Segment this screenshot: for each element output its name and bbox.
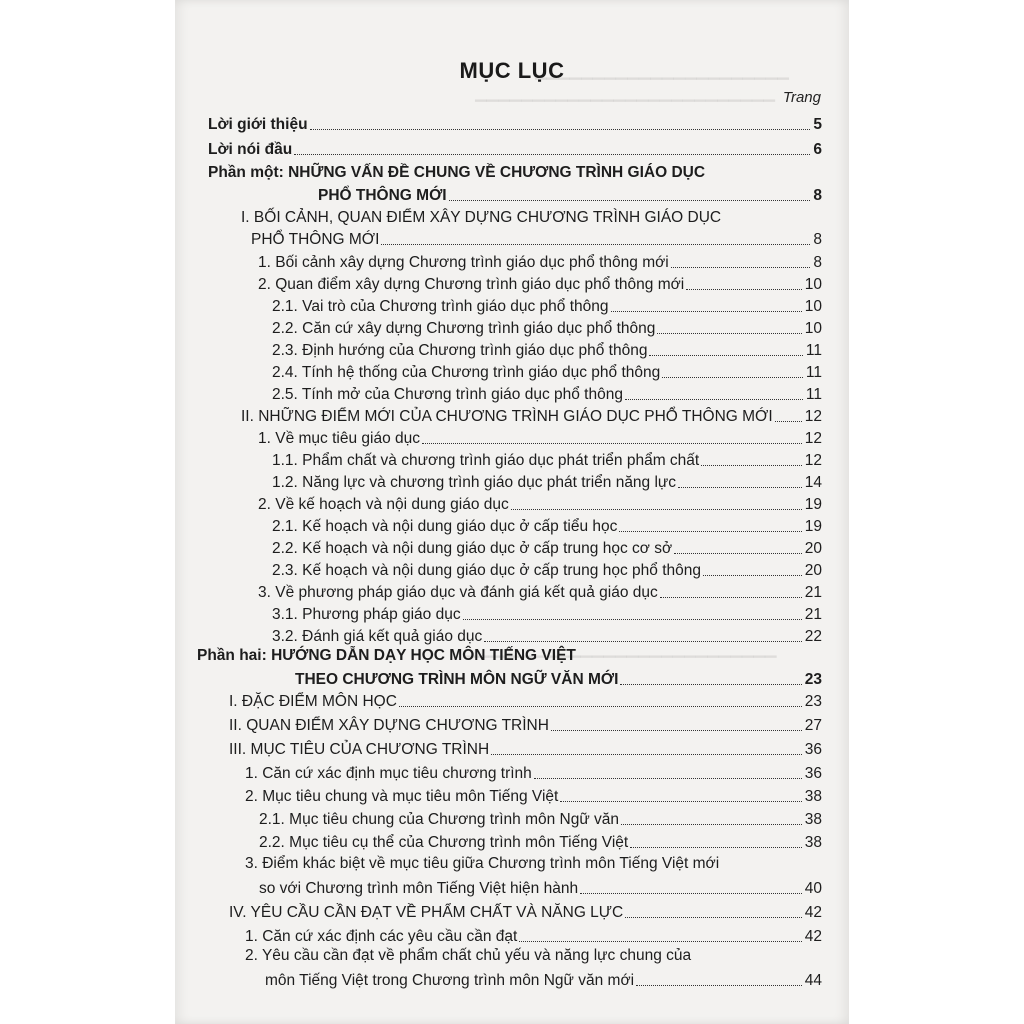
toc-entry-label: THEO CHƯƠNG TRÌNH MÔN NGỮ VĂN MỚI — [295, 671, 619, 688]
toc-entry-page: 40 — [804, 880, 822, 897]
part-one-heading[interactable]: Phần một: NHỮNG VẤN ĐỀ CHUNG VỀ CHƯƠNG TRÌNH GIÁO DỤC — [208, 164, 706, 181]
toc-entry-label: 2.1. Mục tiêu chung của Chương trình môn Ngữ văn — [259, 811, 620, 828]
leader-dots — [686, 289, 802, 290]
leader-dots — [611, 311, 802, 312]
toc-entry-page: 20 — [804, 540, 822, 557]
toc-entry-label: 1. Căn cứ xác định mục tiêu chương trình — [245, 765, 532, 782]
leader-dots — [660, 597, 802, 598]
toc-entry-section-one[interactable] — [251, 229, 822, 249]
toc-entry[interactable] — [272, 472, 822, 492]
toc-entry-preface[interactable] — [208, 139, 822, 159]
toc-entry-page: 12 — [804, 408, 822, 425]
toc-entry[interactable] — [259, 832, 822, 852]
toc-entry[interactable] — [272, 560, 822, 580]
toc-entry-page: 38 — [804, 811, 822, 828]
toc-entry-page: 22 — [804, 628, 822, 645]
page-title: MỤC LỤC — [459, 58, 565, 83]
toc-entry[interactable] — [272, 384, 822, 404]
toc-entry-label: 2.5. Tính mở của Chương trình giáo dục phổ thông — [272, 386, 623, 403]
toc-entry-label: III. MỤC TIÊU CỦA CHƯƠNG TRÌNH — [229, 741, 490, 758]
toc-entry[interactable] — [272, 516, 822, 536]
leader-dots — [701, 465, 802, 466]
toc-entry-label: I. ĐẶC ĐIỂM MÔN HỌC — [229, 693, 397, 710]
toc-entry-page: 11 — [805, 364, 822, 381]
leader-dots — [449, 200, 811, 201]
toc-entry-label: 2. Quan điểm xây dựng Chương trình giáo dục phổ thông mới — [258, 276, 685, 293]
toc-entry-label: 3.1. Phương pháp giáo dục — [272, 606, 461, 623]
book-page — [175, 0, 849, 1024]
leader-dots — [511, 509, 802, 510]
toc-entry-page: 10 — [804, 298, 822, 315]
toc-entry-page: 21 — [804, 584, 822, 601]
leader-dots — [560, 801, 801, 802]
toc-entry[interactable] — [245, 786, 822, 806]
toc-entry-label: II. NHỮNG ĐIỂM MỚI CỦA CHƯƠNG TRÌNH GIÁO DỤC PHỔ THÔNG MỚI — [241, 408, 773, 425]
leader-dots — [484, 641, 801, 642]
toc-entry[interactable] — [258, 428, 822, 448]
toc-entry-page: 12 — [804, 430, 822, 447]
toc-entry-label: 1.1. Phẩm chất và chương trình giáo dục phát triển phẩm chất — [272, 452, 700, 469]
leader-dots — [636, 985, 802, 986]
toc-entry-label: IV. YÊU CẦU CẦN ĐẠT VỀ PHẨM CHẤT VÀ NĂNG LỰC — [229, 904, 624, 921]
toc-entry-label: 3.2. Đánh giá kết quả giáo dục — [272, 628, 483, 645]
leader-dots — [294, 154, 810, 155]
leader-dots — [580, 893, 802, 894]
toc-entry[interactable] — [229, 739, 822, 759]
toc-entry-section-two[interactable] — [241, 406, 822, 426]
leader-dots — [703, 575, 802, 576]
leader-dots — [657, 333, 801, 334]
toc-entry-label: 2.1. Vai trò của Chương trình giáo dục phổ thông — [272, 298, 609, 315]
leader-dots — [534, 778, 802, 779]
leader-dots — [399, 706, 802, 707]
toc-entry-page: 8 — [813, 231, 822, 248]
toc-entry-page: 10 — [804, 320, 822, 337]
toc-entry-label: 1. Bối cảnh xây dựng Chương trình giáo dục phổ thông mới — [258, 254, 669, 271]
toc-entry-label: 1. Căn cứ xác định các yêu cầu cần đạt — [245, 928, 518, 945]
leader-dots — [463, 619, 802, 620]
toc-entry-label: 2.3. Định hướng của Chương trình giáo dục phổ thông — [272, 342, 648, 359]
toc-entry-page: 36 — [804, 765, 822, 782]
toc-entry-label: 2. Về kế hoạch và nội dung giáo dục — [258, 496, 509, 513]
toc-entry-intro[interactable] — [208, 114, 822, 134]
leader-dots — [519, 941, 801, 942]
toc-entry[interactable] — [258, 582, 822, 602]
leader-dots — [422, 443, 802, 444]
toc-entry-label: 3. Về phương pháp giáo dục và đánh giá kết quả giáo dục — [258, 584, 658, 601]
toc-entry-page: 10 — [804, 276, 822, 293]
toc-entry-page: 36 — [804, 741, 822, 758]
toc-entry-label: 2.2. Mục tiêu cụ thể của Chương trình môn Tiếng Việt — [259, 834, 629, 851]
toc-entry[interactable] — [259, 809, 822, 829]
toc-entry[interactable] — [245, 763, 822, 783]
toc-entry[interactable] — [258, 252, 822, 272]
leader-dots — [775, 421, 802, 422]
toc-entry-label: 2.4. Tính hệ thống của Chương trình giáo dục phổ thông — [272, 364, 661, 381]
leader-dots — [649, 355, 802, 356]
leader-dots — [620, 684, 801, 685]
section-one-heading[interactable]: I. BỐI CẢNH, QUAN ĐIỂM XÂY DỰNG CHƯƠNG TRÌNH GIÁO DỤC — [241, 209, 722, 226]
toc-entry-page: 8 — [813, 254, 822, 271]
toc-entry[interactable] — [258, 494, 822, 514]
leader-dots — [625, 399, 803, 400]
toc-entry[interactable] — [258, 274, 822, 294]
toc-entry-page: 23 — [804, 671, 822, 688]
toc-entry[interactable] — [265, 970, 822, 990]
toc-entry-label: PHỔ THÔNG MỚI — [318, 187, 447, 204]
toc-entry-label: 2.1. Kế hoạch và nội dung giáo dục ở cấp tiểu học — [272, 518, 618, 535]
toc-entry[interactable] — [229, 902, 822, 922]
toc-entry-page: 20 — [804, 562, 822, 579]
part-two-heading[interactable]: Phần hai: HƯỚNG DẪN DẠY HỌC MÔN TIẾNG VIỆT — [197, 647, 576, 664]
leader-dots — [625, 917, 802, 918]
toc-entry[interactable] — [245, 926, 822, 946]
bleed-through-decoration: ▁▁▁▁▁▁▁▁▁▁▁▁▁▁▁▁▁▁▁▁▁▁▁▁▁▁ — [475, 85, 775, 102]
toc-entry[interactable] — [272, 450, 822, 470]
leader-dots — [662, 377, 803, 378]
toc-entry-multiline-first[interactable]: 3. Điểm khác biệt về mục tiêu giữa Chương trình môn Tiếng Việt mới — [245, 855, 720, 872]
toc-entry-page: 11 — [805, 386, 822, 403]
toc-entry-page: 5 — [813, 116, 822, 133]
bleed-through-decoration: ▁▁▁▁▁▁▁▁▁▁▁▁▁▁▁▁▁▁▁▁▁▁▁▁▁▁▁ — [465, 641, 777, 658]
leader-dots — [381, 244, 810, 245]
toc-entry-multiline-first[interactable]: 2. Yêu cầu cần đạt về phẩm chất chủ yếu và năng lực chung của — [245, 947, 692, 964]
toc-entry-page: 6 — [813, 141, 822, 158]
toc-entry[interactable] — [272, 604, 822, 624]
leader-dots — [630, 847, 802, 848]
toc-entry-label: 2.3. Kế hoạch và nội dung giáo dục ở cấp trung học phổ thông — [272, 562, 701, 579]
leader-dots — [551, 730, 802, 731]
toc-entry-page: 12 — [804, 452, 822, 469]
toc-entry-part-two[interactable] — [295, 669, 822, 689]
toc-entry-page: 27 — [804, 717, 822, 734]
toc-entry-page: 38 — [804, 834, 822, 851]
toc-entry-label: 1. Về mục tiêu giáo dục — [258, 430, 420, 447]
bleed-through-decoration: ▁▁▁▁▁▁▁▁▁▁▁▁▁▁▁▁▁▁▁▁▁▁ — [535, 63, 789, 80]
toc-entry-label: PHỔ THÔNG MỚI — [251, 231, 380, 248]
toc-entry-label: so với Chương trình môn Tiếng Việt hiện hành — [259, 880, 579, 897]
toc-entry-page: 14 — [804, 474, 822, 491]
toc-entry[interactable] — [272, 362, 822, 382]
leader-dots — [621, 824, 802, 825]
toc-entry-page: 42 — [804, 904, 822, 921]
leader-dots — [619, 531, 801, 532]
leader-dots — [491, 754, 802, 755]
toc-entry[interactable] — [272, 626, 822, 646]
toc-entry-label: 2.2. Kế hoạch và nội dung giáo dục ở cấp trung học cơ sở — [272, 540, 673, 557]
toc-entry-label: Lời nói đầu — [208, 141, 293, 158]
toc-entry-page: 42 — [804, 928, 822, 945]
toc-entry-page: 21 — [804, 606, 822, 623]
toc-entry-label: môn Tiếng Việt trong Chương trình môn Ngữ văn mới — [265, 972, 635, 989]
toc-entry-label: 1.2. Năng lực và chương trình giáo dục phát triển năng lực — [272, 474, 677, 491]
toc-entry[interactable] — [272, 538, 822, 558]
toc-entry[interactable] — [272, 340, 822, 360]
leader-dots — [671, 267, 811, 268]
toc-entry-page: 11 — [805, 342, 822, 359]
toc-entry-label: 2.2. Căn cứ xây dựng Chương trình giáo dục phổ thông — [272, 320, 656, 337]
toc-entry-page: 8 — [813, 187, 822, 204]
leader-dots — [310, 129, 811, 130]
toc-entry-page: 19 — [804, 518, 822, 535]
toc-entry-page: 44 — [804, 972, 822, 989]
toc-entry[interactable] — [229, 691, 822, 711]
toc-entry-label: II. QUAN ĐIỂM XÂY DỰNG CHƯƠNG TRÌNH — [229, 717, 549, 734]
toc-entry[interactable] — [229, 715, 822, 735]
leader-dots — [674, 553, 802, 554]
toc-entry-label: 2. Mục tiêu chung và mục tiêu môn Tiếng Việt — [245, 788, 559, 805]
toc-entry-label: Lời giới thiệu — [208, 116, 308, 133]
toc-entry[interactable] — [259, 878, 822, 898]
leader-dots — [678, 487, 802, 488]
toc-entry[interactable] — [272, 296, 822, 316]
toc-entry[interactable] — [272, 318, 822, 338]
toc-entry-page: 23 — [804, 693, 822, 710]
page-column-header: Trang — [782, 89, 821, 106]
toc-entry-part-one[interactable] — [318, 185, 822, 205]
toc-entry-page: 19 — [804, 496, 822, 513]
toc-entry-page: 38 — [804, 788, 822, 805]
